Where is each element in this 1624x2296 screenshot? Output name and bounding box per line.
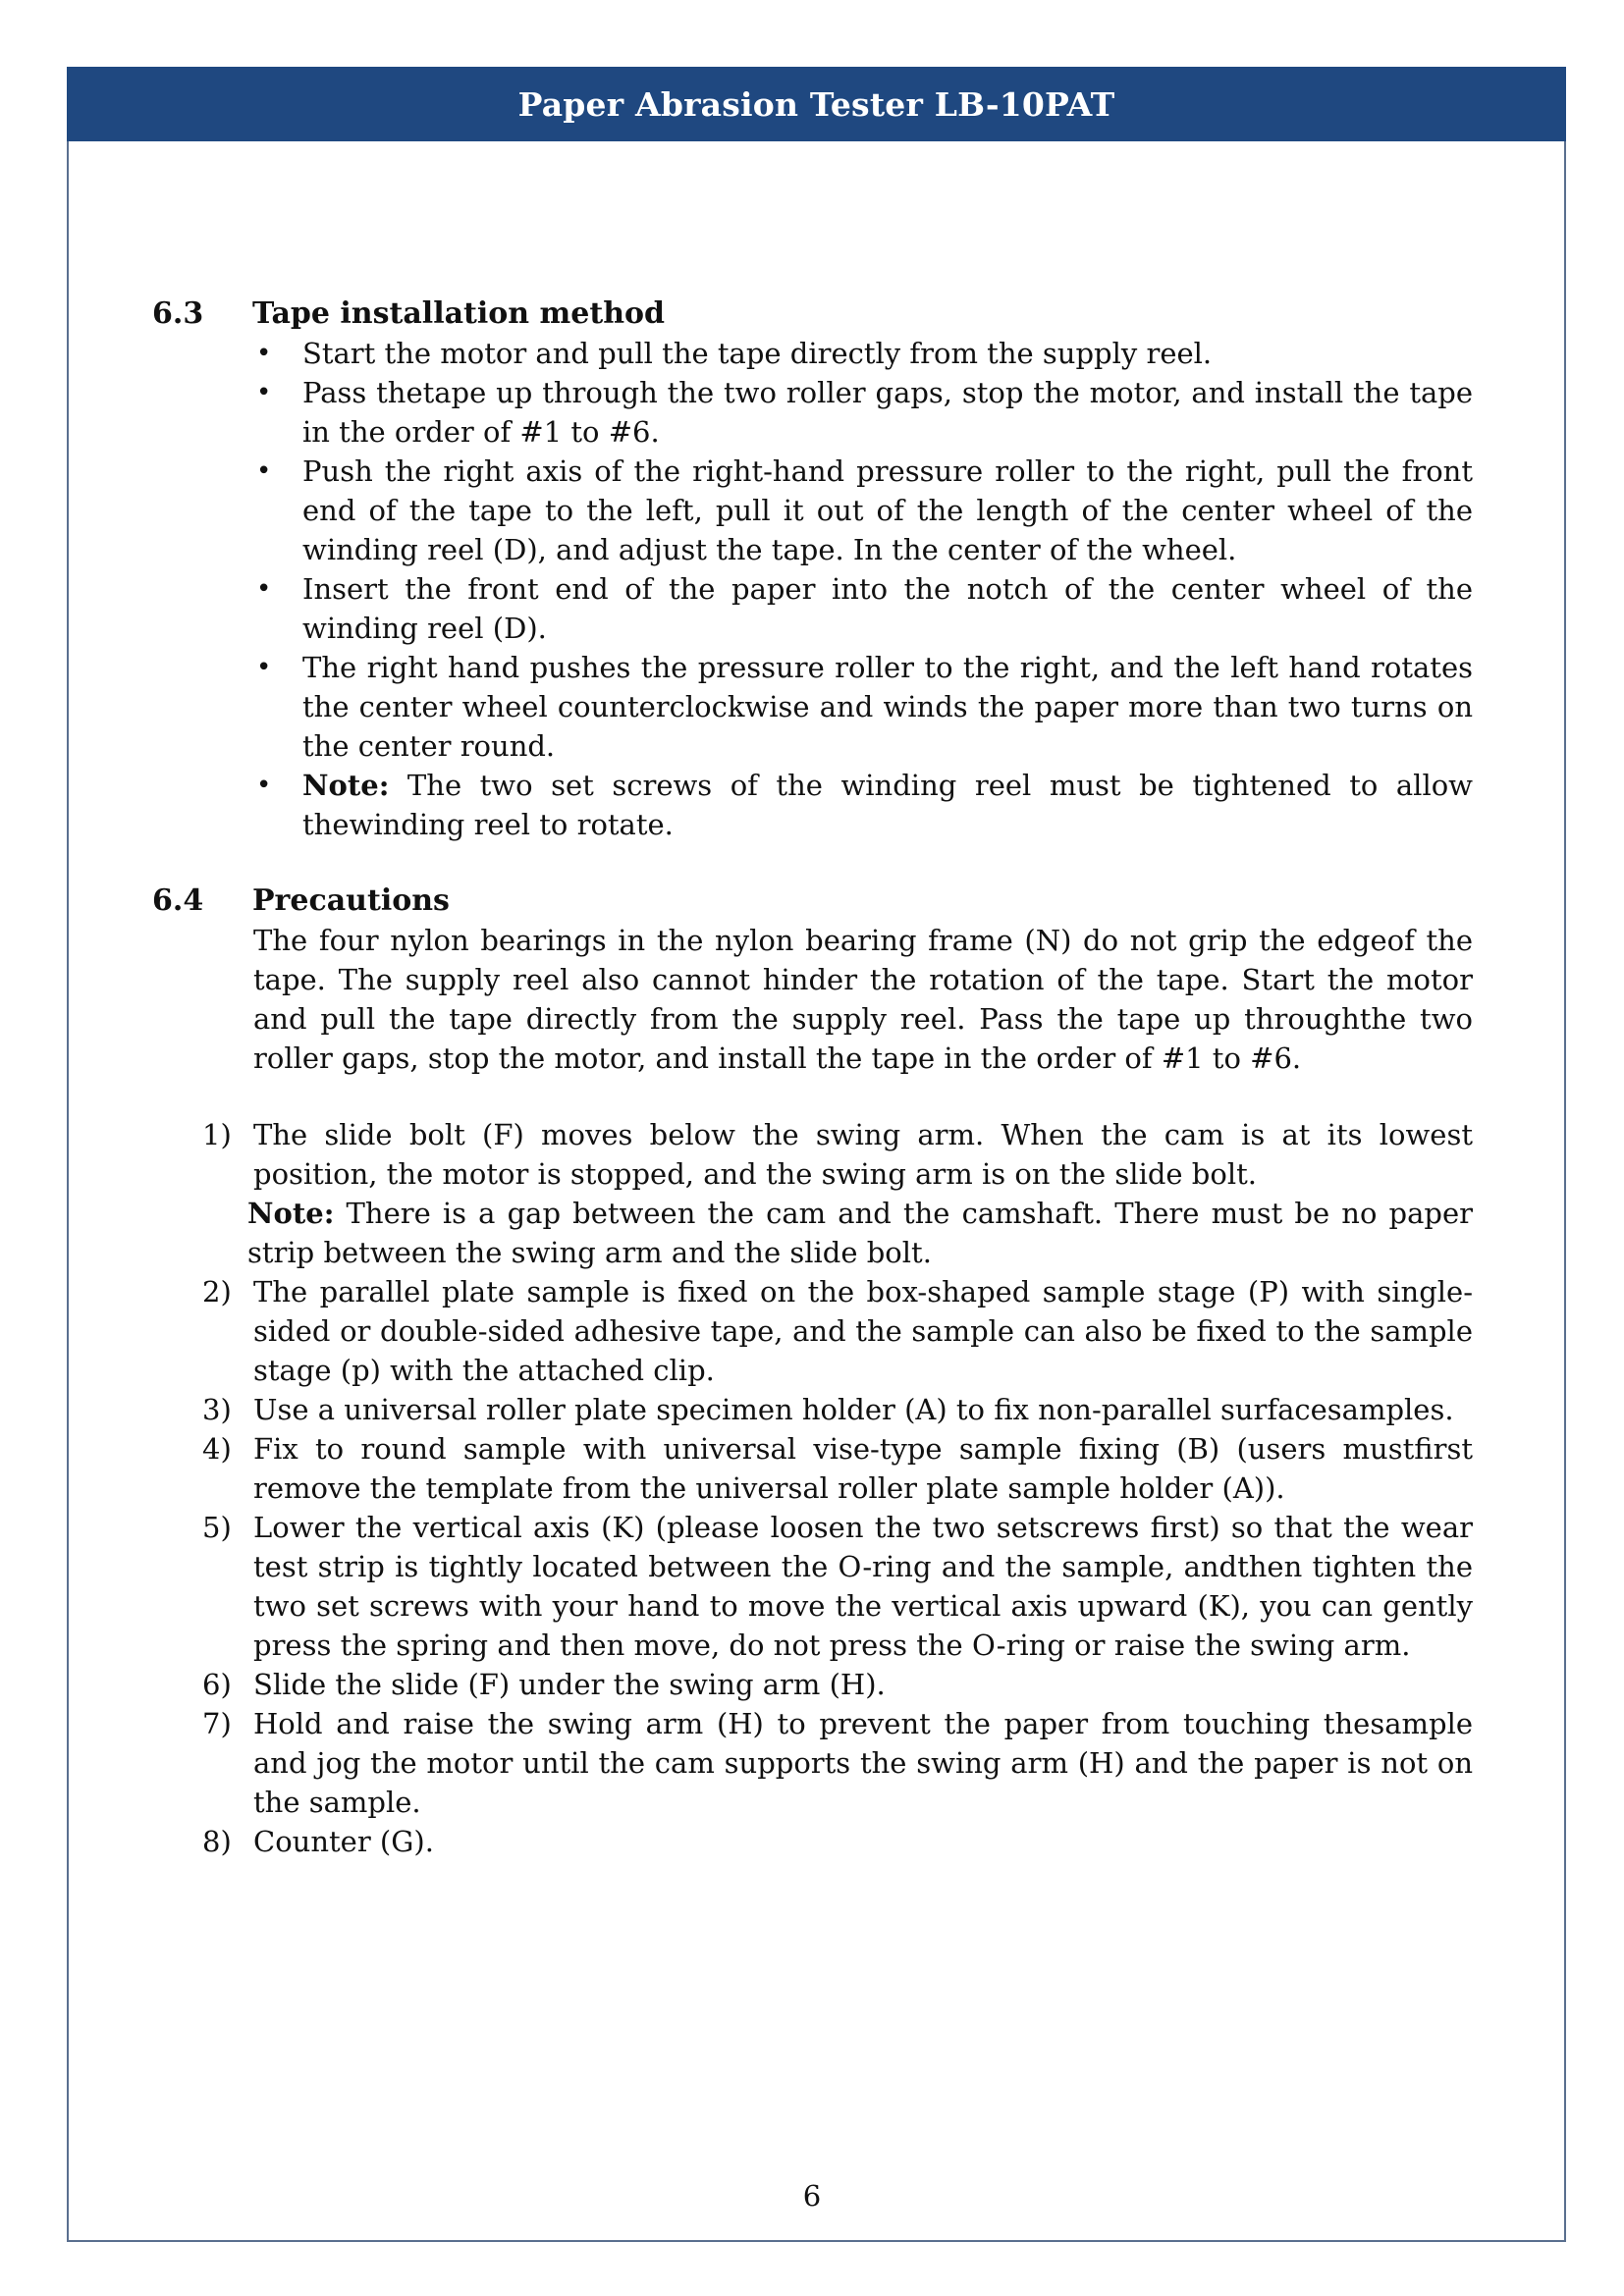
section-number: 6.3 — [152, 296, 204, 331]
bullet-list-6-3 — [152, 334, 1473, 844]
bullet-item-note — [152, 766, 1473, 844]
page-number: 6 — [802, 2179, 822, 2213]
item-text: Counter (G). — [253, 1825, 434, 1858]
item-number: 5) — [202, 1511, 232, 1544]
item-text: Hold and raise the swing arm (H) to prevent the paper from touching thesample and jog the motor until the cam supports the swing arm (H) and the paper is not on the sample. — [253, 1707, 1473, 1819]
list-item — [152, 1822, 1473, 1861]
list-item — [152, 1665, 1473, 1704]
item-number: 7) — [202, 1707, 232, 1740]
header-bar — [67, 67, 1566, 141]
list-item — [152, 1272, 1473, 1390]
list-item — [152, 1115, 1473, 1194]
bullet-item — [152, 373, 1473, 452]
note-text: The two set screws of the winding reel must be tightened to allow thewinding reel to rotate. — [302, 769, 1473, 841]
note-label: Note: — [302, 769, 390, 802]
bullet-item — [152, 648, 1473, 766]
item-number: 1) — [202, 1118, 232, 1151]
bullet-icon: • — [256, 574, 272, 604]
item-number: 4) — [202, 1432, 232, 1466]
section-heading-6-3 — [152, 294, 1473, 334]
bullet-icon: • — [256, 339, 272, 368]
list-item — [152, 1704, 1473, 1822]
item-text: The parallel plate sample is fixed on the box-shaped sample stage (P) with single-sided or double-sided adhesive tape, and the sample can also be fixed to the sample stage (p) with the attached clip. — [253, 1275, 1473, 1387]
bullet-text: The right hand pushes the pressure roller to the right, and the left hand rotates the center wheel counterclockwise and winds the paper more than two turns on the center round. — [302, 651, 1473, 763]
list-item — [152, 1508, 1473, 1665]
list-item — [152, 1429, 1473, 1508]
item-text: Lower the vertical axis (K) (please loosen the two setscrews first) so that the wear test strip is tightly located between the O-ring and the sample, andthen tighten the two set screws with your hand to move the vertical axis upward (K), you can gently press the spring and then move, do not press the O-ring or raise the swing arm. — [253, 1511, 1473, 1662]
spacer — [152, 1078, 1473, 1115]
bullet-text: Start the motor and pull the tape directly from the supply reel. — [302, 337, 1213, 370]
item-text: Fix to round sample with universal vise-type sample fixing (B) (users mustfirst remove the template from the universal roller plate sample holder (A)). — [253, 1432, 1473, 1505]
item-number: 3) — [202, 1393, 232, 1426]
bullet-icon: • — [256, 456, 272, 486]
note-text: There is a gap between the cam and the camshaft. There must be no paper strip between the swing arm and the slide bolt. — [247, 1197, 1473, 1269]
bullet-item — [152, 452, 1473, 569]
bullet-text: Pass thetape up through the two roller gaps, stop the motor, and install the tape in the order of #1 to #6. — [302, 376, 1473, 449]
section-heading-6-4 — [152, 881, 1473, 921]
item-number: 6) — [202, 1668, 232, 1701]
section-number: 6.4 — [152, 883, 204, 918]
item-number: 2) — [202, 1275, 232, 1308]
item-text: Slide the slide (F) under the swing arm (H). — [253, 1668, 886, 1701]
item-text: Use a universal roller plate specimen holder (A) to fix non-parallel surfacesamples. — [253, 1393, 1454, 1426]
page-content — [152, 294, 1473, 1861]
bullet-icon: • — [256, 653, 272, 682]
bullet-item — [152, 334, 1473, 373]
spacer — [152, 844, 1473, 881]
bullet-text: Insert the front end of the paper into the notch of the center wheel of the winding reel (D). — [302, 572, 1473, 645]
precautions-intro: The four nylon bearings in the nylon bearing frame (N) do not grip the edgeof the tape. The supply reel also cannot hinder the rotation of the tape. Start the motor and pull the tape directly from the supply reel. Pass the tape up throughthe two roller gaps, stop the motor, and install the tape in the order of #1 to #6. — [253, 924, 1473, 1075]
bullet-text: Push the right axis of the right-hand pressure roller to the right, pull the front end of the tape to the left, pull it out of the length of the center wheel of the winding reel (D), and adjust the tape. In the center of the wheel. — [302, 454, 1473, 566]
item-text: The slide bolt (F) moves below the swing arm. When the cam is at its lowest position, the motor is stopped, and the swing arm is on the slide bolt. — [253, 1118, 1473, 1191]
note-label: Note: — [247, 1197, 335, 1230]
numbered-list-6-4 — [152, 1115, 1473, 1861]
item-number: 8) — [202, 1825, 232, 1858]
bullet-icon: • — [256, 378, 272, 407]
section-title: Precautions — [252, 883, 450, 918]
document-title: Paper Abrasion Tester LB-10PAT — [517, 84, 1115, 124]
section-title: Tape installation method — [252, 296, 666, 331]
bullet-icon: • — [256, 771, 272, 800]
list-item — [152, 1390, 1473, 1429]
note-paragraph — [152, 1194, 1473, 1272]
bullet-item — [152, 569, 1473, 648]
